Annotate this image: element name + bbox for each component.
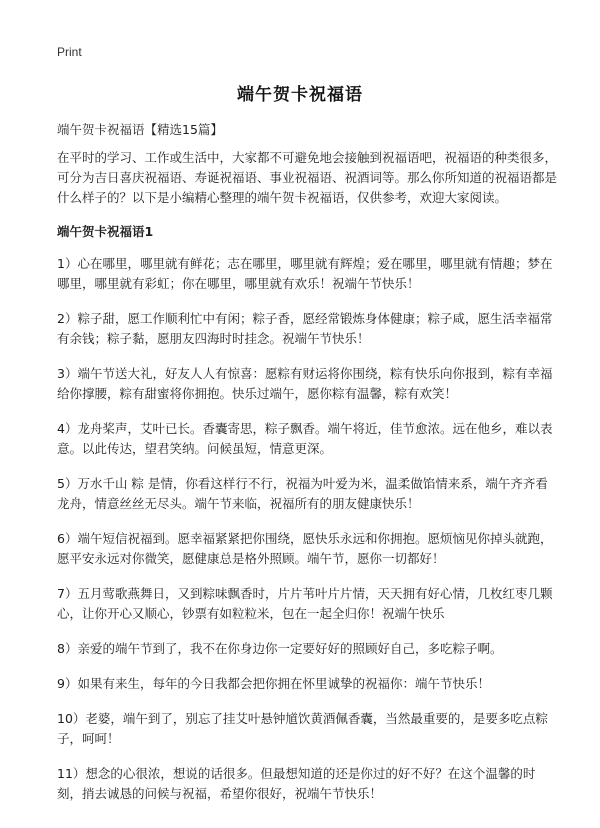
wish-paragraph: 7）五月莺歌燕舞日，又到粽味飘香时，片片苇叶片片情，天天拥有好心情，几枚红枣几颗心，让你开心又顺心，钞票有如粒粒米，包在一起全归你！祝端午快乐 — [57, 586, 553, 621]
wish-paragraph: 3）端午节送大礼，好友人人有惊喜：愿粽有财运将你围绕，粽有快乐向你报到，粽有幸福给你撑腰，粽有甜蜜将你拥抱。快乐过端午，愿你粽有温馨，粽有欢笑！ — [57, 366, 553, 401]
wish-paragraph: 5）万水千山 粽 是情，你看这样行不行，祝福为叶爱为米，温柔做馅情来系，端午齐齐看龙舟，情意丝丝无尽头。端午节来临，祝福所有的朋友健康快乐！ — [57, 476, 548, 511]
document-body — [57, 120, 557, 819]
wish-paragraph: 6）端午短信祝福到。愿幸福紧紧把你围绕，愿快乐永远和你拥抱。愿烦恼见你掉头就跑，愿平安永远对你微笑，愿健康总是格外照顾。端午节，愿你一切都好！ — [57, 531, 553, 566]
wish-paragraph: 8）亲爱的端午节到了，我不在你身边你一定要好好的照顾好自己，多吃粽子啊。 — [57, 641, 503, 656]
section-heading: 端午贺卡祝福语1 — [57, 224, 154, 239]
document-subtitle: 端午贺卡祝福语【精选15篇】 — [57, 122, 223, 137]
intro-paragraph: 在平时的学习、工作或生活中，大家都不可避免地会接触到祝福语吧，祝福语的种类很多，可分为吉日喜庆祝福语、寿诞祝福语、事业祝福语、祝酒词等。那么你所知道的祝福语都是什么样子的？以下是小编精心整理的端午贺卡祝福语，仅供参考，欢迎大家阅读。 — [57, 150, 558, 205]
wish-paragraph: 10）老婆，端午到了，别忘了挂艾叶悬钟馗饮黄酒佩香囊，当然最重要的，是要多吃点粽子，呵呵！ — [57, 711, 548, 746]
print-label: Print — [57, 45, 82, 59]
wish-paragraph: 2）粽子甜，愿工作顺利忙中有闲；粽子香，愿经常锻炼身体健康；粽子咸，愿生活幸福常有余钱；粽子黏，愿朋友四海时时挂念。祝端午节快乐！ — [57, 311, 553, 346]
wish-paragraph: 4）龙舟桨声，艾叶已长。香囊寄思，粽子飘香。端午将近，佳节愈浓。远在他乡，难以表意。以此传达，望君笑纳。问候虽短，情意更深。 — [57, 421, 553, 456]
wish-paragraph: 9）如果有来生，每年的今日我都会把你拥在怀里诚挚的祝福你：端午节快乐！ — [57, 676, 490, 691]
wish-paragraph: 11）想念的心很浓，想说的话很多。但最想知道的还是你过的好不好？在这个温馨的时刻，捎去诚恳的问候与祝福，希望你很好，祝端午节快乐！ — [57, 766, 536, 801]
wish-paragraph: 1）心在哪里，哪里就有鲜花；志在哪里，哪里就有辉煌；爱在哪里，哪里就有情趣；梦在哪里，哪里就有彩虹；你在哪里，哪里就有欢乐！祝端午节快乐！ — [57, 256, 553, 291]
page-title: 端午贺卡祝福语 — [237, 85, 363, 105]
